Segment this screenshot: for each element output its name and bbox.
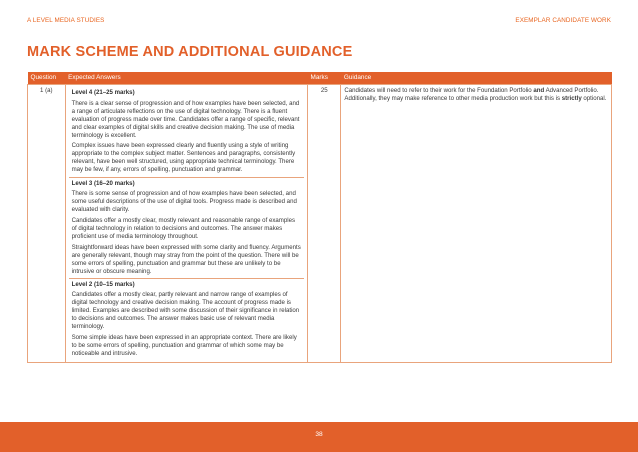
page-title: MARK SCHEME AND ADDITIONAL GUIDANCE xyxy=(27,44,353,60)
level-3-block xyxy=(69,178,304,279)
column-header-guidance: Guidance xyxy=(341,72,612,85)
expected-answers-cell xyxy=(65,85,307,363)
page-number: 38 xyxy=(315,431,323,438)
question-number: 1 (a) xyxy=(28,85,66,363)
mark-scheme-table xyxy=(27,72,612,363)
level-4-paragraph-1: There is a clear sense of progression and of how examples have been selected, and a range of articulate reflections on the use of digital technology. There is a fluent evaluation of progress made over time. Candidates offer a range of specific, relevant and clear examples of digital skills and creative decision making. The use of media terminology is excellent. xyxy=(71,99,300,139)
header-left-text: A LEVEL MEDIA STUDIES xyxy=(27,17,105,24)
guidance-bold-strictly: strictly xyxy=(561,95,582,103)
level-3-paragraph-3: Straightforward ideas have been expressed with some clarity and fluency. Arguments are generally relevant, though may stray from the point of the question. There will be some errors of spelling, punctuation and grammar but these are unlikely to be intrusive or obscure meaning. xyxy=(71,243,301,275)
level-2-paragraph-1: Candidates offer a mostly clear, partly relevant and narrow range of examples of digital technology and creative decision making. The account of progress made is limited. Examples are described with some discussion of their significance in relation to decisions and outcomes. The answer makes basic use of relevant media terminology. xyxy=(71,291,300,331)
header-right-text: EXEMPLAR CANDIDATE WORK xyxy=(515,17,611,24)
column-header-marks: Marks xyxy=(308,72,341,85)
level-3-paragraph-1: There is some sense of progression and of how examples have been selected, and some useful descriptions of the use of digital tools. Progress made is described and evaluated with clarity. xyxy=(71,190,297,214)
guidance-text-end: optional. xyxy=(581,95,607,103)
table-header-row xyxy=(28,72,612,85)
level-3-heading: Level 3 (16–20 marks) xyxy=(71,179,135,187)
footer-bar xyxy=(0,422,638,452)
guidance-cell xyxy=(341,85,612,363)
level-3-paragraph-2: Candidates offer a mostly clear, mostly relevant and reasonable range of examples of digital technology in relation to decisions and outcomes. The answer makes proficient use of media terminology throughout. xyxy=(71,216,296,240)
table-row xyxy=(28,85,612,363)
marks-value: 25 xyxy=(308,85,341,363)
level-2-block xyxy=(69,279,304,360)
guidance-text-middle: Advanced Portfolio. Additionally, they may make reference to other media production work but this is xyxy=(344,87,599,103)
level-4-paragraph-2: Complex issues have been expressed clearly and fluently using a style of writing appropriate to the complex subject matter. Sentences and paragraphs, consistently relevant, have been well structured, using appropriate technical terminology. There may be few, if any, errors of spelling, punctuation and grammar. xyxy=(71,142,296,174)
guidance-bold-and: and xyxy=(533,87,545,94)
guidance-text-start: Candidates will need to refer to their work for the Foundation Portfolio xyxy=(344,87,534,94)
column-header-expected-answers: Expected Answers xyxy=(65,72,307,85)
level-4-block xyxy=(69,87,304,178)
column-header-question: Question xyxy=(28,72,66,85)
level-4-heading: Level 4 (21–25 marks) xyxy=(71,89,135,96)
level-2-paragraph-2: Some simple ideas have been expressed in an appropriate context. There are likely to be some errors of spelling, punctuation and grammar of which some may be noticeable and intrusive. xyxy=(71,334,297,358)
level-2-heading: Level 2 (10–15 marks) xyxy=(71,280,135,288)
